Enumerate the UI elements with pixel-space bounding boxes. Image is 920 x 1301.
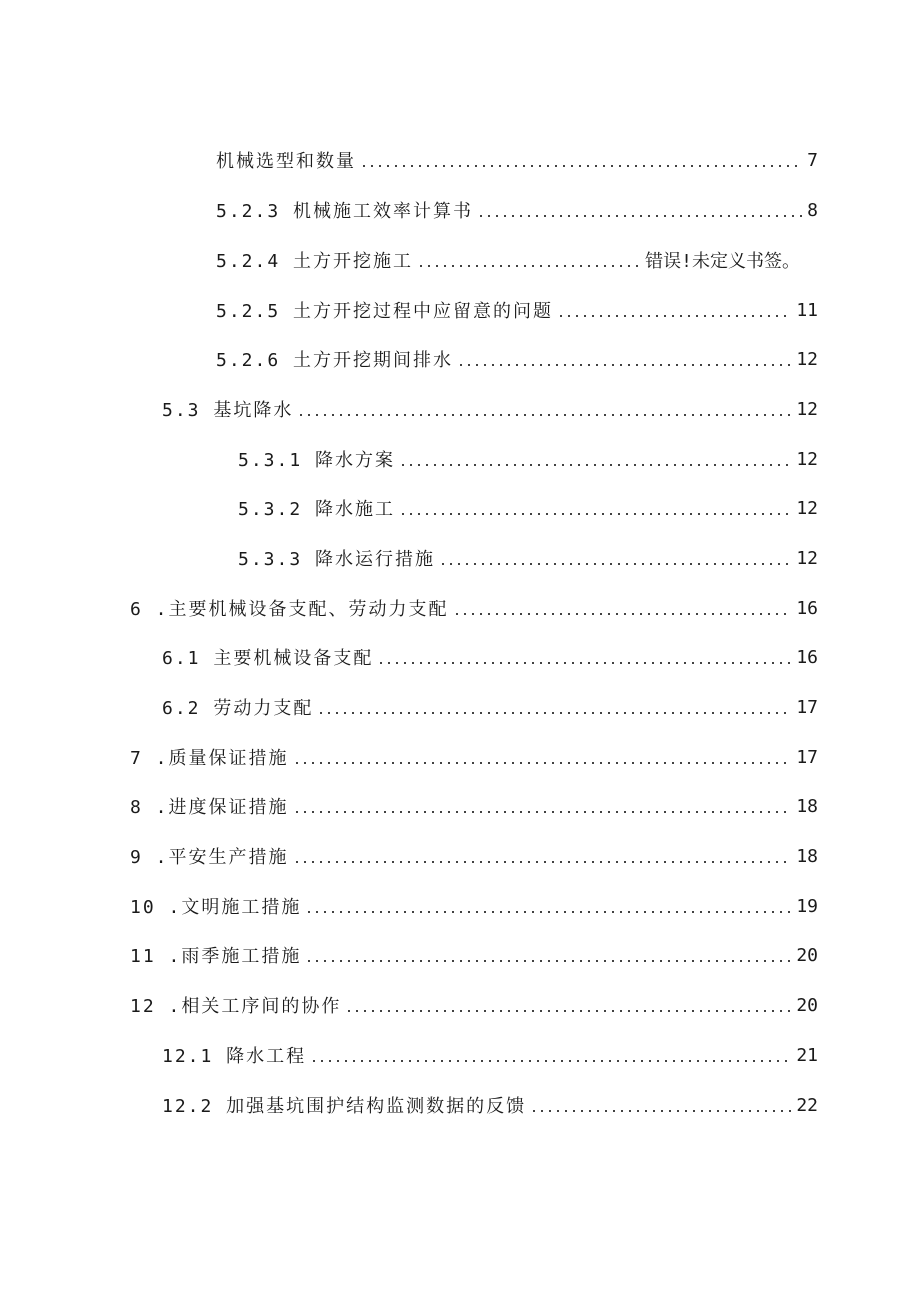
dot-leader <box>453 613 793 615</box>
dot-leader <box>305 911 792 913</box>
toc-entry-page: 22 <box>796 1094 818 1116</box>
toc-entry-page: 12 <box>796 497 818 519</box>
toc-entry-label: 6.2 劳动力支配 <box>162 698 314 719</box>
toc-entry[interactable] <box>130 742 818 772</box>
toc-entry-label: 5.3 基坑降水 <box>162 400 294 421</box>
toc-entry-label: 6.1 主要机械设备支配 <box>162 648 374 669</box>
dot-leader <box>305 960 792 962</box>
toc-entry[interactable] <box>162 394 818 424</box>
toc-entry-label: 8 .进度保证措施 <box>130 797 289 818</box>
toc-entry[interactable] <box>216 245 800 275</box>
toc-entry-page: 12 <box>796 398 818 420</box>
toc-entry[interactable] <box>216 295 818 325</box>
toc-entry[interactable] <box>162 1090 818 1120</box>
dot-leader <box>477 215 803 217</box>
toc-entry-label: 5.3.1 降水方案 <box>238 450 396 471</box>
toc-entry-page: 20 <box>796 944 818 966</box>
dot-leader <box>297 414 792 416</box>
toc-entry[interactable] <box>162 642 818 672</box>
toc-entry[interactable] <box>216 195 818 225</box>
toc-entry-label: 12 .相关工序间的协作 <box>130 996 342 1017</box>
toc-entry[interactable] <box>130 791 818 821</box>
dot-leader <box>345 1010 792 1012</box>
toc-entry-page: 16 <box>796 646 818 668</box>
toc-entry-label: 7 .质量保证措施 <box>130 748 289 769</box>
toc-entry[interactable] <box>216 344 818 374</box>
toc-entry-label: 10 .文明施工措施 <box>130 897 302 918</box>
dot-leader <box>310 1060 792 1062</box>
toc-entry[interactable] <box>216 145 818 175</box>
toc-entry[interactable] <box>238 444 818 474</box>
dot-leader <box>377 662 792 664</box>
toc-entry[interactable] <box>130 891 818 921</box>
toc-entry[interactable] <box>162 1040 818 1070</box>
dot-leader <box>399 513 792 515</box>
toc-entry[interactable] <box>238 493 818 523</box>
toc-entry-page: 7 <box>807 149 818 171</box>
dot-leader <box>557 315 792 317</box>
toc-entry-page: 错误!未定义书签。 <box>645 251 800 272</box>
toc-entry-page: 17 <box>796 746 818 768</box>
toc-entry-page: 21 <box>796 1044 818 1066</box>
toc-entry-label: 5.2.5 土方开挖过程中应留意的问题 <box>216 301 554 322</box>
toc-entry-page: 12 <box>796 348 818 370</box>
dot-leader <box>417 265 641 267</box>
toc-entry-label: 5.2.3 机械施工效率计算书 <box>216 201 474 222</box>
toc-entry-page: 19 <box>796 895 818 917</box>
toc-entry[interactable] <box>238 543 818 573</box>
dot-leader <box>293 762 793 764</box>
dot-leader <box>293 861 793 863</box>
toc-entry-page: 16 <box>796 597 818 619</box>
dot-leader <box>439 563 792 565</box>
toc-entry-label: 12.1 降水工程 <box>162 1046 307 1067</box>
dot-leader <box>360 165 803 167</box>
toc-entry-label: 12.2 加强基坑围护结构监测数据的反馈 <box>162 1096 527 1117</box>
dot-leader <box>293 811 793 813</box>
toc-entry-label: 9 .平安生产措施 <box>130 847 289 868</box>
toc-entry-label: 5.3.3 降水运行措施 <box>238 549 436 570</box>
toc-entry-label: 6 .主要机械设备支配、劳动力支配 <box>130 599 449 620</box>
toc-entry-page: 18 <box>796 845 818 867</box>
toc-entry-label: 机械选型和数量 <box>216 151 356 172</box>
toc-entry[interactable] <box>130 940 818 970</box>
toc-entry-label: 5.3.2 降水施工 <box>238 499 396 520</box>
toc-entry-page: 12 <box>796 547 818 569</box>
toc-entry[interactable] <box>130 593 818 623</box>
toc-entry-page: 18 <box>796 795 818 817</box>
toc-entry-label: 5.2.6 土方开挖期间排水 <box>216 350 454 371</box>
toc-entry-page: 20 <box>796 994 818 1016</box>
toc-entry-label: 11 .雨季施工措施 <box>130 946 302 967</box>
dot-leader <box>530 1110 792 1112</box>
toc-entry-page: 11 <box>796 299 818 321</box>
toc-entry-page: 12 <box>796 448 818 470</box>
dot-leader <box>317 712 792 714</box>
toc-entry[interactable] <box>162 692 818 722</box>
dot-leader <box>399 464 792 466</box>
dot-leader <box>457 364 792 366</box>
toc-entry-label: 5.2.4 土方开挖施工 <box>216 251 414 272</box>
toc-entry[interactable] <box>130 990 818 1020</box>
toc-entry-page: 8 <box>807 199 818 221</box>
toc-entry-page: 17 <box>796 696 818 718</box>
toc-entry[interactable] <box>130 841 818 871</box>
